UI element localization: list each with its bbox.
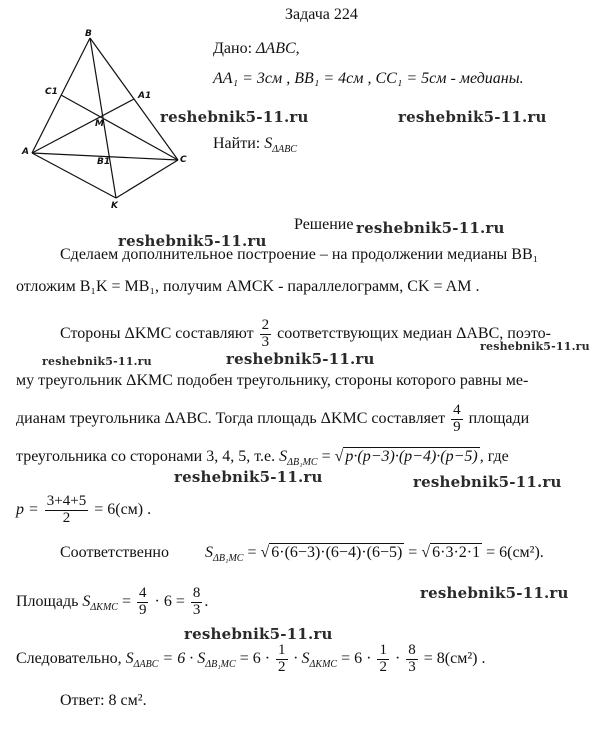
watermark: reshebnik5-11.ru — [413, 473, 562, 491]
watermark: reshebnik5-11.ru — [480, 340, 590, 353]
answer: Ответ: 8 см². — [60, 692, 147, 709]
solution-heading: Решение — [294, 216, 354, 233]
find-line — [213, 135, 297, 155]
label-b: B — [85, 29, 92, 39]
text-line: треугольника со сторонами 3, 4, 5, т.е. $S_{\Delta B_1MC}$ = √ p·(p−3)·(p−4)·(p−5) , где — [16, 448, 509, 469]
segment-ck — [116, 160, 178, 198]
watermark: reshebnik5-11.ru — [184, 625, 333, 643]
given-line: Дано: ΔABC, — [213, 40, 300, 57]
watermark: reshebnik5-11.ru — [356, 219, 505, 237]
label-a: A — [22, 147, 29, 157]
fraction: $\frac{8}{3}$ — [408, 642, 416, 675]
watermark: reshebnik5-11.ru — [118, 232, 267, 250]
fraction: $\frac{2}{3}$ — [261, 317, 270, 350]
label-k: K — [111, 201, 118, 211]
find-label: Найти: — [213, 135, 261, 152]
watermark: reshebnik5-11.ru — [42, 355, 152, 368]
text-line: Соответственно $S_{\Delta B_1MC}$ = √ 6·(6−3)·(6−4)·(6−5) = √ 6·3·2·1 = 6(см²). — [60, 544, 544, 565]
fraction: $\frac{8}{3}$ — [192, 585, 201, 618]
text-line: Площадь $S_{\Delta KMC}$ = $\frac{4}{9}$ · 6 = $\frac{8}{3}$ . — [16, 585, 209, 618]
given-triangle: ΔABC — [256, 40, 296, 57]
text-line: отложим B₁K = MB₁, получим AMCK - параллелограмм, CK = AM . — [16, 278, 480, 295]
watermark: reshebnik5-11.ru — [226, 350, 375, 368]
text-line: Стороны ΔKMC составляют $\frac{2}{3}$ соответствующих медиан ΔABC, поэто- — [60, 317, 551, 350]
given-label: Дано: — [213, 40, 253, 57]
fraction: $\frac{1}{2}$ — [379, 642, 387, 675]
label-a1: A1 — [138, 91, 152, 101]
text-line: дианам треугольника ΔABC. Тогда площадь ΔKMC составляет $\frac{4}{9}$ площади — [16, 402, 530, 435]
fraction: $\frac{1}{2}$ — [278, 642, 286, 675]
text-line: Сделаем дополнительное построение – на продолжении медианы BB₁ — [60, 246, 539, 263]
label-m: M — [95, 119, 104, 129]
given-medians: AA₁ = 3см , BB₁ = 4см , CC₁ = 5см - медианы. — [213, 70, 524, 87]
text-line: Следовательно, $S_{\Delta ABC} = 6 \cdot S_{\Delta B_1MC} = 6$ · $\frac{1}{2}$ · $S_{\Delta KMC} = 6$ · $\frac{1}{2}$ · $\frac{8}{3}$ = 8(см²) . — [16, 642, 486, 675]
text-line: му треугольник ΔKMC подобен треугольнику, стороны которого равны ме- — [16, 372, 529, 389]
watermark: reshebnik5-11.ru — [174, 468, 323, 486]
watermark: reshebnik5-11.ru — [160, 108, 309, 126]
find-target: S — [264, 135, 273, 152]
page-title: Задача 224 — [285, 6, 358, 23]
formula-p: p = $\frac{3+4+5}{2}$ = 6(см) . — [16, 493, 152, 526]
fraction: $\frac{4}{9}$ — [138, 585, 147, 618]
median-cc1 — [61, 95, 178, 160]
label-c1: C1 — [45, 87, 58, 97]
watermark: reshebnik5-11.ru — [398, 108, 547, 126]
fraction: $\frac{4}{9}$ — [453, 402, 461, 435]
label-b1: B1 — [97, 157, 111, 167]
label-c: C — [180, 155, 187, 165]
find-target-sub: ΔABC — [272, 144, 297, 156]
watermark: reshebnik5-11.ru — [420, 584, 569, 602]
fraction: $\frac{3+4+5}{2}$ — [46, 493, 87, 526]
